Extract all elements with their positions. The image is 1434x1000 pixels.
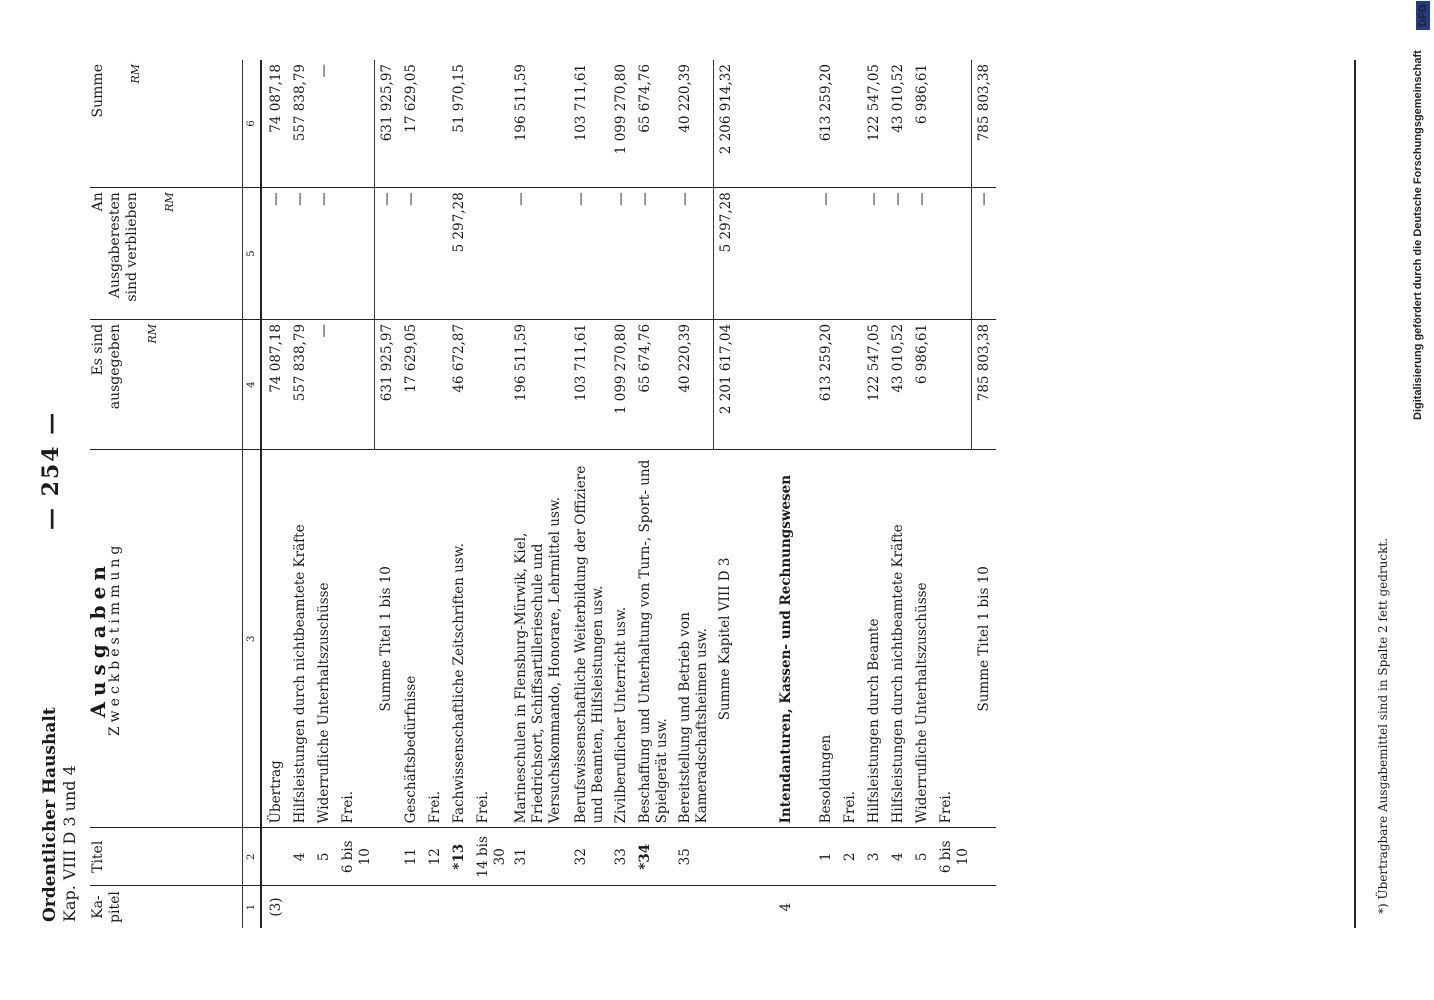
summe-cell: 51 970,15 bbox=[447, 60, 471, 188]
ausgabereste-cell: 5 297,28 bbox=[713, 188, 774, 320]
kapitel-cell bbox=[862, 886, 886, 928]
titel-cell: 35 bbox=[673, 828, 714, 886]
summe-cell: 40 220,39 bbox=[673, 60, 714, 188]
ausgabereste-cell: — bbox=[261, 188, 288, 320]
ausgabereste-cell: — bbox=[399, 188, 423, 320]
ausgabereste-cell bbox=[471, 188, 509, 320]
ausgabereste-cell: — bbox=[910, 188, 934, 320]
summe-cell: 103 711,61 bbox=[569, 60, 609, 188]
zweck-cell: Zivilberuflicher Unterricht usw. bbox=[609, 450, 633, 828]
titel-cell: *13 bbox=[447, 828, 471, 886]
summe-cell bbox=[934, 60, 972, 188]
col-number: 6 bbox=[243, 60, 262, 188]
summe-label: Summe bbox=[90, 64, 106, 118]
titel-cell: 5 bbox=[312, 828, 336, 886]
zweck-cell: Frei. bbox=[471, 450, 509, 828]
kapitel-cell bbox=[886, 886, 910, 928]
header-block bbox=[40, 707, 80, 922]
zweck-cell: Marineschulen in Flensburg-Mürwik, Kiel, Friedrichsort, Schiffsartillerieschule und Versuchskommando, Honorare, Lehrmittel usw. bbox=[509, 450, 569, 828]
col-header-ausgabereste bbox=[90, 188, 243, 320]
ausgegeben-cell: 631 925,97 bbox=[374, 319, 399, 449]
summe-cell: 785 803,38 bbox=[972, 60, 997, 188]
col-header-kapitel: Ka-pitel bbox=[90, 886, 243, 928]
table-row bbox=[423, 60, 447, 928]
ausgegeben-cell: 103 711,61 bbox=[569, 319, 609, 449]
titel-cell: 11 bbox=[399, 828, 423, 886]
titel-cell: 5 bbox=[910, 828, 934, 886]
ausgegeben-cell: 2 201 617,04 bbox=[713, 319, 774, 449]
ausgegeben-cell: 46 672,87 bbox=[447, 319, 471, 449]
ausgegeben-cell: 613 259,20 bbox=[814, 319, 838, 449]
titel-cell: 32 bbox=[569, 828, 609, 886]
zweck-cell: Widerrufliche Unterhaltszuschüsse bbox=[312, 450, 336, 828]
summe-cell: — bbox=[312, 60, 336, 188]
ausgabereste-cell: — bbox=[972, 188, 997, 320]
kapitel-cell bbox=[838, 886, 862, 928]
summe-cell bbox=[838, 60, 862, 188]
ausgegeben-label: Es sind ausgegeben bbox=[90, 323, 123, 410]
table-row bbox=[774, 60, 814, 928]
table-row bbox=[261, 60, 288, 928]
zweck-cell: Frei. bbox=[934, 450, 972, 828]
table-row bbox=[312, 60, 336, 928]
summe-cell: 557 838,79 bbox=[288, 60, 312, 188]
kapitel-cell bbox=[934, 886, 972, 928]
ausgegeben-cell bbox=[471, 319, 509, 449]
titel-cell: 1 bbox=[814, 828, 838, 886]
titel-cell: 4 bbox=[288, 828, 312, 886]
summe-cell: 196 511,59 bbox=[509, 60, 569, 188]
zweck-cell: Geschäftsbedürfnisse bbox=[399, 450, 423, 828]
ausgabereste-cell: — bbox=[509, 188, 569, 320]
summe-cell bbox=[423, 60, 447, 188]
zweck-cell: Besoldungen bbox=[814, 450, 838, 828]
summe-cell: 43 010,52 bbox=[886, 60, 910, 188]
kapitel-cell bbox=[509, 886, 569, 928]
ausgegeben-cell: 122 547,05 bbox=[862, 319, 886, 449]
kapitel-cell bbox=[814, 886, 838, 928]
zweck-cell: Frei. bbox=[336, 450, 374, 828]
ausgabereste-cell: — bbox=[569, 188, 609, 320]
ausgegeben-cell: 43 010,52 bbox=[886, 319, 910, 449]
titel-cell: 33 bbox=[609, 828, 633, 886]
zweck-cell: Hilfsleistungen durch nichtbeamtete Kräfte bbox=[886, 450, 910, 828]
titel-cell bbox=[774, 828, 814, 886]
titel-cell: *34 bbox=[633, 828, 673, 886]
ausgegeben-cell: 557 838,79 bbox=[288, 319, 312, 449]
ausgabereste-cell: — bbox=[886, 188, 910, 320]
ausgegeben-cell bbox=[336, 319, 374, 449]
ausgabereste-cell: — bbox=[374, 188, 399, 320]
ausgegeben-cell: 74 087,18 bbox=[261, 319, 288, 449]
dfg-logo bbox=[1416, 1, 1430, 34]
col-header-ausgegeben bbox=[90, 319, 243, 449]
ausgegeben-cell bbox=[838, 319, 862, 449]
ausgabereste-cell: — bbox=[633, 188, 673, 320]
kapitel-cell bbox=[471, 886, 509, 928]
zweck-cell: Summe Titel 1 bis 10 bbox=[972, 450, 997, 828]
ausgegeben-cell: — bbox=[312, 319, 336, 449]
table-row bbox=[399, 60, 423, 928]
summe-cell bbox=[336, 60, 374, 188]
table-row bbox=[862, 60, 886, 928]
ausgabereste-label: An Ausgaberesten sind verblieben bbox=[90, 192, 140, 302]
titel-cell bbox=[261, 828, 288, 886]
zweck-cell: Fachwissenschaftliche Zeitschriften usw. bbox=[447, 450, 471, 828]
kapitel-cell bbox=[423, 886, 447, 928]
credit-text bbox=[1412, 50, 1424, 420]
header-subtitle: Kap. VIII D 3 und 4 bbox=[60, 765, 79, 922]
kapitel-cell: (3) bbox=[268, 897, 284, 917]
kapitel-cell bbox=[447, 886, 471, 928]
table-row bbox=[336, 60, 374, 928]
ausgabereste-cell bbox=[336, 188, 374, 320]
zweck-cell: Hilfsleistungen durch Beamte bbox=[862, 450, 886, 828]
unit-label: RM bbox=[146, 323, 159, 344]
kapitel-cell bbox=[336, 886, 374, 928]
col-number: 4 bbox=[243, 319, 262, 449]
titel-cell: 12 bbox=[423, 828, 447, 886]
titel-cell: 31 bbox=[509, 828, 569, 886]
col-number: 5 bbox=[243, 188, 262, 320]
zweck-cell: Intendanturen, Kassen- und Rechnungswesen bbox=[774, 450, 814, 828]
summe-cell: 1 099 270,80 bbox=[609, 60, 633, 188]
kapitel-cell bbox=[312, 886, 336, 928]
summe-cell: 65 674,76 bbox=[633, 60, 673, 188]
digitization-credit bbox=[1412, 0, 1432, 1000]
ausgabereste-cell: — bbox=[862, 188, 886, 320]
ausgabereste-cell: — bbox=[814, 188, 838, 320]
kapitel-cell bbox=[374, 886, 399, 928]
summe-cell: 613 259,20 bbox=[814, 60, 838, 188]
zweck-cell: Summe Titel 1 bis 10 bbox=[374, 450, 399, 828]
ausgabereste-cell bbox=[838, 188, 862, 320]
table-row bbox=[374, 60, 399, 928]
dfg-badge: DFG bbox=[1416, 1, 1430, 30]
zweck-cell: Hilfsleistungen durch nichtbeamtete Kräfte bbox=[288, 450, 312, 828]
titel-cell: 2 bbox=[838, 828, 862, 886]
ausgegeben-cell: 785 803,38 bbox=[972, 319, 997, 449]
summe-cell bbox=[471, 60, 509, 188]
zweck-cell: Frei. bbox=[838, 450, 862, 828]
table-row bbox=[673, 60, 714, 928]
kapitel-cell bbox=[633, 886, 673, 928]
col-number: 2 bbox=[243, 828, 262, 886]
table-row bbox=[288, 60, 312, 928]
ausgegeben-cell: 40 220,39 bbox=[673, 319, 714, 449]
table-body bbox=[261, 60, 996, 928]
ausgegeben-cell bbox=[774, 319, 814, 449]
unit-label: RM bbox=[163, 192, 176, 212]
col-number: 1 bbox=[243, 886, 262, 928]
kapitel-cell bbox=[713, 886, 774, 928]
kapitel-cell bbox=[910, 886, 934, 928]
kapitel-cell bbox=[972, 886, 997, 928]
col-number: 3 bbox=[243, 450, 262, 828]
table-row bbox=[886, 60, 910, 928]
kapitel-cell bbox=[609, 886, 633, 928]
ausgabereste-cell bbox=[774, 188, 814, 320]
col-header-summe bbox=[90, 60, 243, 188]
credit-line: Digitalisierung gefördert durch die Deutsche Forschungsgemeinschaft bbox=[1412, 50, 1424, 420]
header-title: Ordentlicher Haushalt bbox=[40, 707, 60, 922]
kapitel-cell bbox=[569, 886, 609, 928]
table-row bbox=[838, 60, 862, 928]
table-row bbox=[934, 60, 972, 928]
zweck-cell: Beschaffung und Unterhaltung von Turn-, Sport- und Spielgerät usw. bbox=[633, 450, 673, 828]
titel-cell: 6 bis 10 bbox=[934, 828, 972, 886]
ausgabereste-cell: — bbox=[312, 188, 336, 320]
summe-cell: 122 547,05 bbox=[862, 60, 886, 188]
ausgabereste-cell: — bbox=[673, 188, 714, 320]
titel-cell: 14 bis 30 bbox=[471, 828, 509, 886]
summe-cell: 631 925,97 bbox=[374, 60, 399, 188]
summe-cell: 17 629,05 bbox=[399, 60, 423, 188]
summe-cell: 2 206 914,32 bbox=[713, 60, 774, 188]
col-header-ausgaben bbox=[86, 450, 243, 828]
table-row bbox=[713, 60, 774, 928]
ausgabereste-cell: — bbox=[609, 188, 633, 320]
col-header-titel: Titel bbox=[90, 828, 243, 886]
table-row bbox=[447, 60, 471, 928]
kapitel-cell: 4 bbox=[777, 902, 794, 912]
footnote: *) Übertragbare Ausgabemittel sind in Spalte 2 fett gedruckt. bbox=[1376, 537, 1390, 914]
table-row bbox=[569, 60, 609, 928]
zweck-cell: Übertrag bbox=[261, 450, 288, 828]
ausgegeben-cell: 196 511,59 bbox=[509, 319, 569, 449]
table-row bbox=[633, 60, 673, 928]
summe-cell: 74 087,18 bbox=[261, 60, 288, 188]
ausgegeben-cell: 6 986,61 bbox=[910, 319, 934, 449]
zweck-cell: Widerrufliche Unterhaltszuschüsse bbox=[910, 450, 934, 828]
ausgegeben-cell: 1 099 270,80 bbox=[609, 319, 633, 449]
table-row bbox=[910, 60, 934, 928]
zweck-cell: Berufswissenschaftliche Weiterbildung der Offiziere und Beamten, Hilfsleistungen usw. bbox=[569, 450, 609, 828]
unit-label: RM bbox=[129, 64, 142, 84]
kapitel-cell bbox=[399, 886, 423, 928]
zweck-cell: Frei. bbox=[423, 450, 447, 828]
ausgegeben-cell bbox=[423, 319, 447, 449]
zweck-heading: Zweckbestimmung bbox=[107, 541, 123, 737]
table-row bbox=[972, 60, 997, 928]
titel-cell bbox=[374, 828, 399, 886]
table-row bbox=[609, 60, 633, 928]
ausgegeben-cell bbox=[934, 319, 972, 449]
ausgegeben-cell: 17 629,05 bbox=[399, 319, 423, 449]
titel-cell: 3 bbox=[862, 828, 886, 886]
ausgabereste-cell bbox=[934, 188, 972, 320]
table-row bbox=[814, 60, 838, 928]
table-bottom-rule bbox=[1354, 60, 1356, 928]
titel-cell bbox=[713, 828, 774, 886]
summe-cell: 6 986,61 bbox=[910, 60, 934, 188]
table-row bbox=[509, 60, 569, 928]
zweck-cell: Summe Kapitel VIII D 3 bbox=[713, 450, 774, 828]
budget-table bbox=[86, 60, 996, 928]
ausgabereste-cell: 5 297,28 bbox=[447, 188, 471, 320]
ausgabereste-cell: — bbox=[288, 188, 312, 320]
ausgaben-heading: Ausgaben bbox=[86, 560, 110, 718]
kapitel-cell bbox=[288, 886, 312, 928]
summe-cell bbox=[774, 60, 814, 188]
titel-cell bbox=[972, 828, 997, 886]
page-number: — 254 — bbox=[38, 410, 64, 530]
ausgabereste-cell bbox=[423, 188, 447, 320]
kapitel-cell bbox=[673, 886, 714, 928]
titel-cell: 6 bis 10 bbox=[336, 828, 374, 886]
titel-cell: 4 bbox=[886, 828, 910, 886]
ausgegeben-cell: 65 674,76 bbox=[633, 319, 673, 449]
table-row bbox=[471, 60, 509, 928]
zweck-cell: Bereitstellung und Betrieb von Kameradschaftsheimen usw. bbox=[673, 450, 714, 828]
